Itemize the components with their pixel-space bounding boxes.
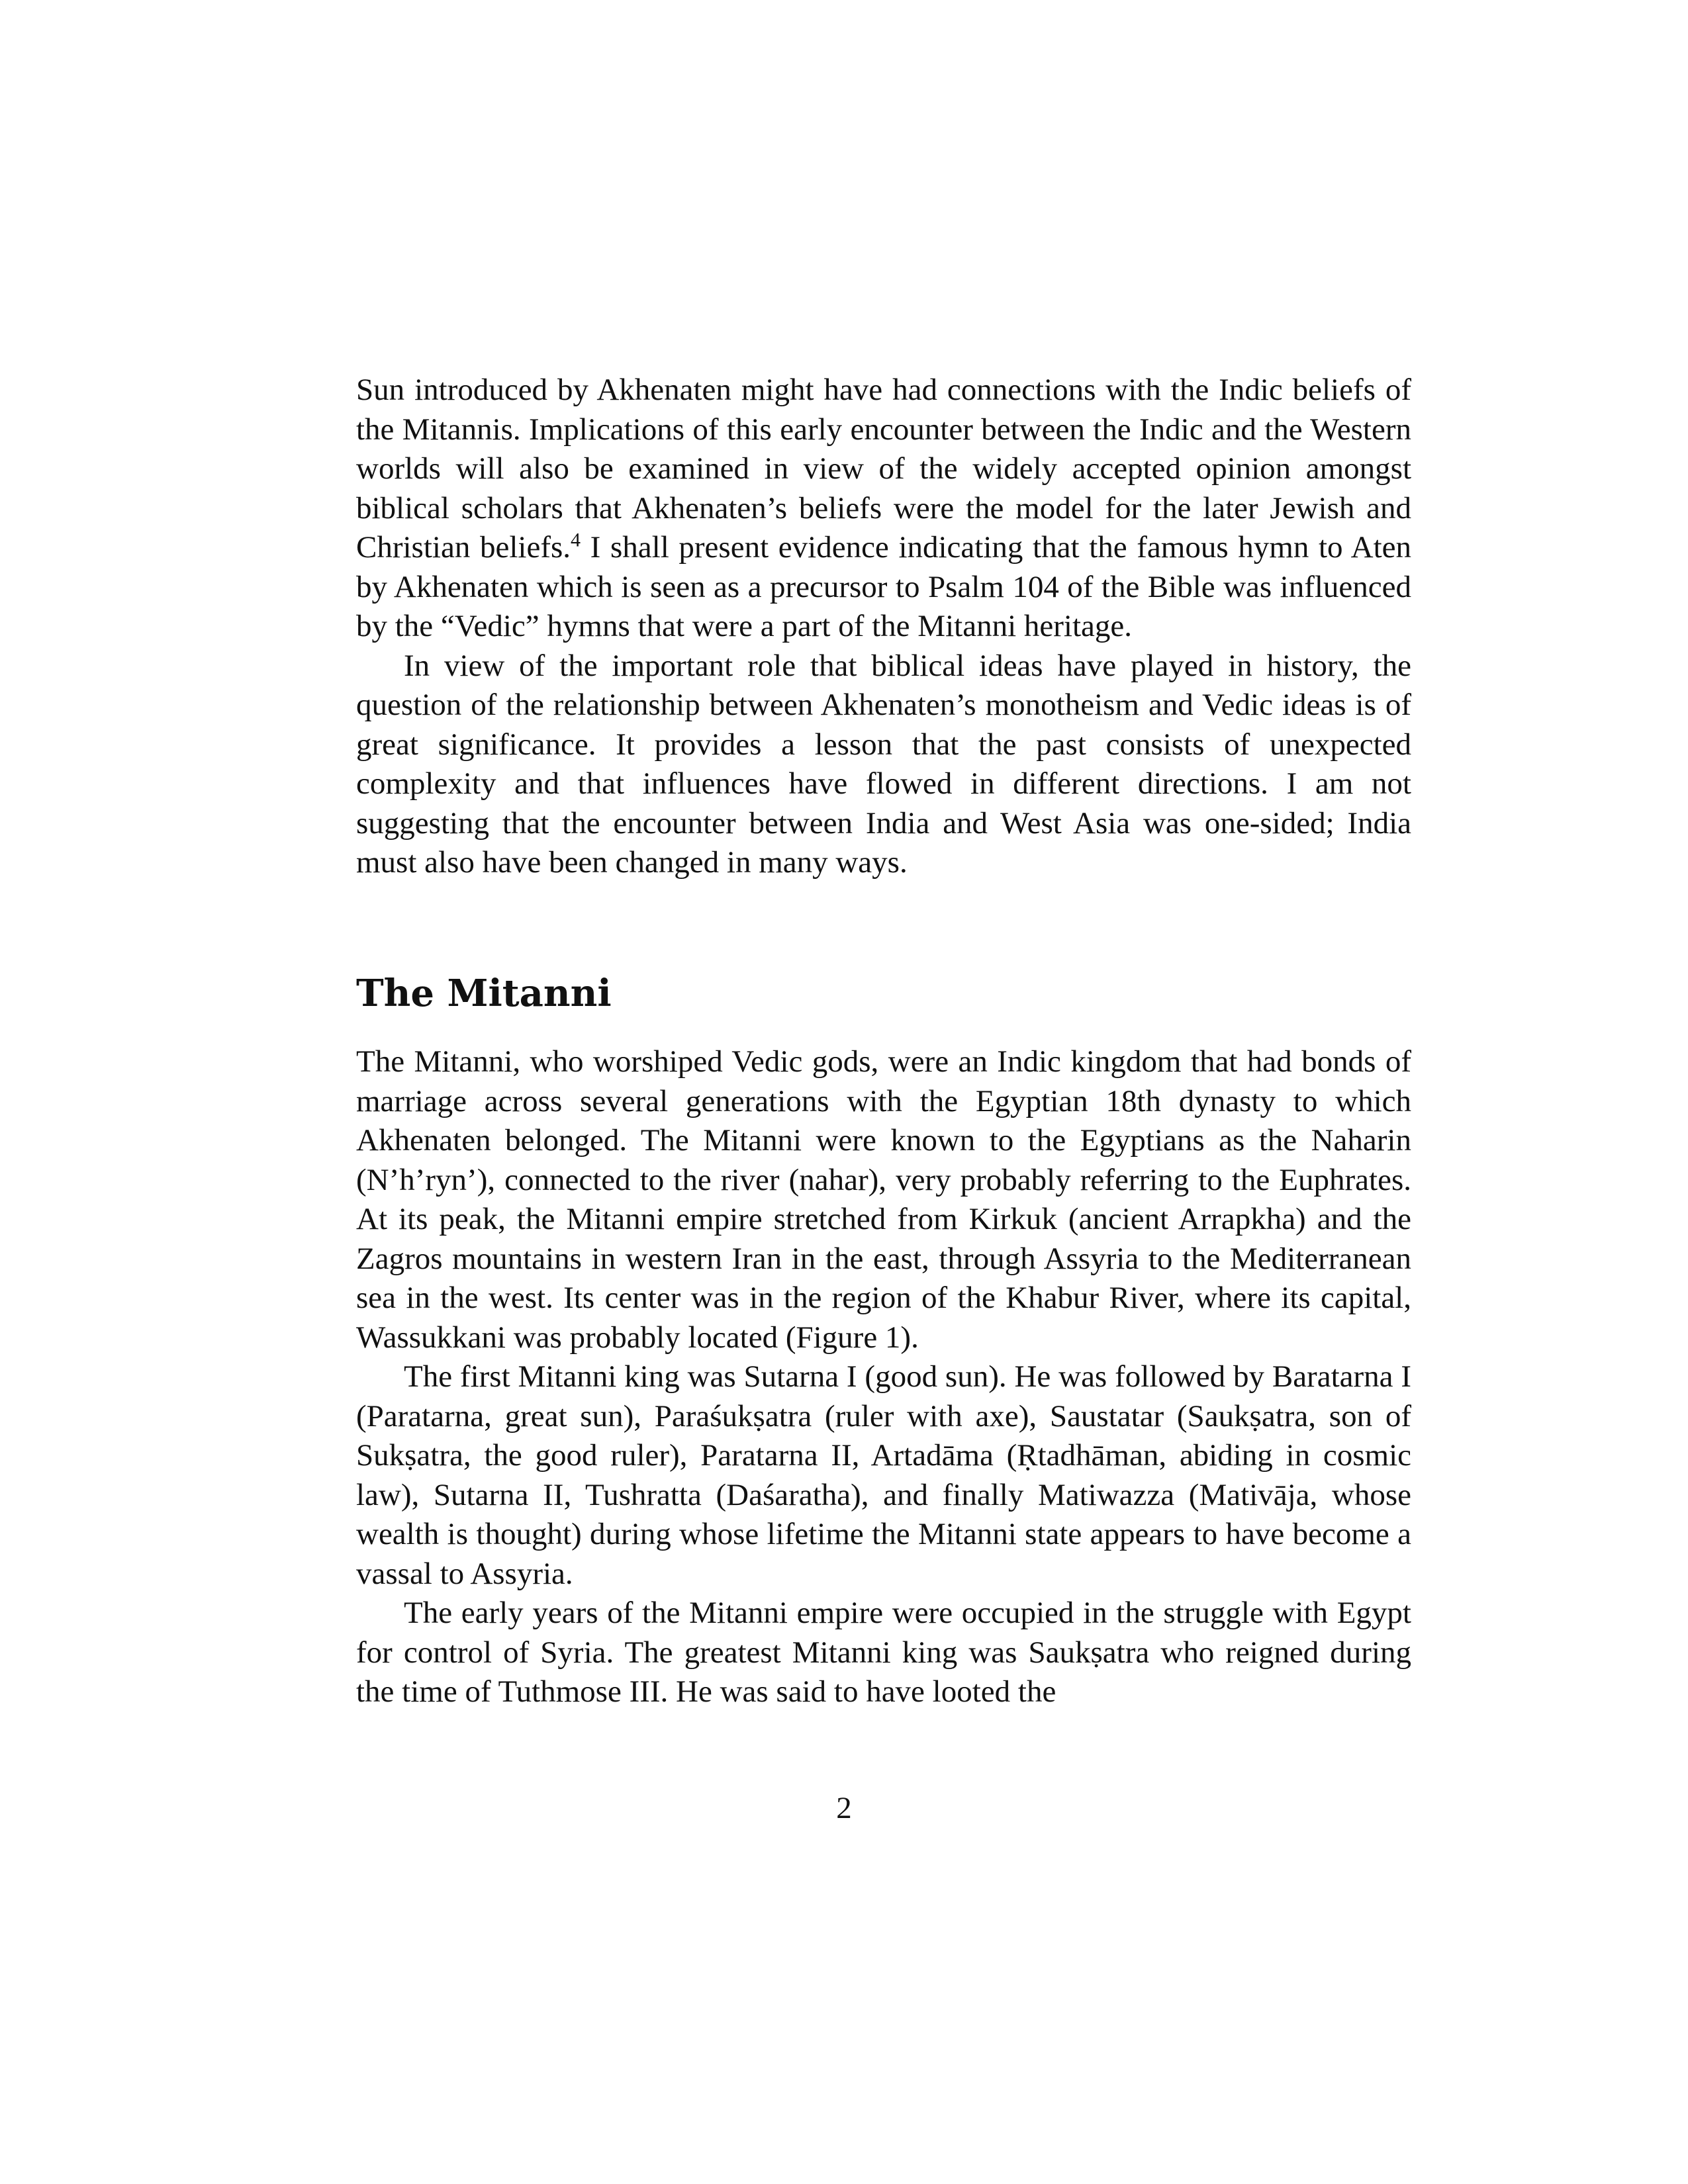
footnote-marker[interactable]: 4 [571,529,581,551]
intro-paragraph-1 [356,371,1411,647]
section-paragraph-3: The early years of the Mitanni empire were occupied in the struggle with Egypt for control of Syria. The greatest Mitanni king was Saukṣatra who reigned during the time of Tuthmose III. He was said to have looted the [356,1596,1411,1709]
page-number: 2 [836,1791,852,1825]
intro-paragraph-1-continuation: I shall present evidence indicating that the famous hymn to Aten by Akhenaten which is seen as a precursor to Psalm 104 of the Bible was influenced by the “Vedic” hymns that were a part of the Mitanni heritage. [356,530,1411,643]
section-paragraph-1: The Mitanni, who worshiped Vedic gods, were an Indic kingdom that had bonds of marriage across several generations with the Egyptian 18th dynasty to which Akhenaten belonged. The Mitanni were known to the Egyptians as the Naharin (N’h’ryn’), connected to the river (nahar), very probably referring to the Euphrates. At its peak, the Mitanni empire stretched from Kirkuk (ancient Arrapkha) and the Zagros mountains in western Iran in the east, through Assyria to the Mediterranean sea in the west. Its center was in the region of the Khabur River, where its capital, Wassukkani was probably located (Figure 1). [356,1044,1411,1355]
section-paragraph-2: The first Mitanni king was Sutarna I (good sun). He was followed by Baratarna I (Paratarna, great sun), Paraśukṣatra (ruler with axe), Saustatar (Saukṣatra, son of Sukṣatra, the good ruler), Paratarna II, Artadāma (Ṛtadhāman, abiding in cosmic law), Sutarna II, Tushratta (Daśaratha), and finally Matiwazza (Mativāja, whose wealth is thought) during whose lifetime the Mitanni state appears to have become a vassal to Assyria. [356,1359,1411,1591]
intro-text-block [356,371,1411,883]
section-heading: The Mitanni [356,972,612,1015]
intro-paragraph-1-text: Sun introduced by Akhenaten might have had connections with the Indic beliefs of the Mitannis. Implications of this early encounter between the Indic and the Western worlds will also be examined in view of the widely accepted opinion amongst biblical scholars that Akhenaten’s beliefs were the model for the later Jewish and Christian beliefs. [356,373,1411,565]
intro-paragraph-2: In view of the important role that biblical ideas have played in history, the question of the relationship between Akhenaten’s monotheism and Vedic ideas is of great significance. It provides a lesson that the past consists of unexpected complexity and that influences have flowed in different directions. I am not suggesting that the encounter between India and West Asia was one-sided; India must also have been changed in many ways. [356,648,1411,880]
section-text-block [356,1042,1411,1712]
